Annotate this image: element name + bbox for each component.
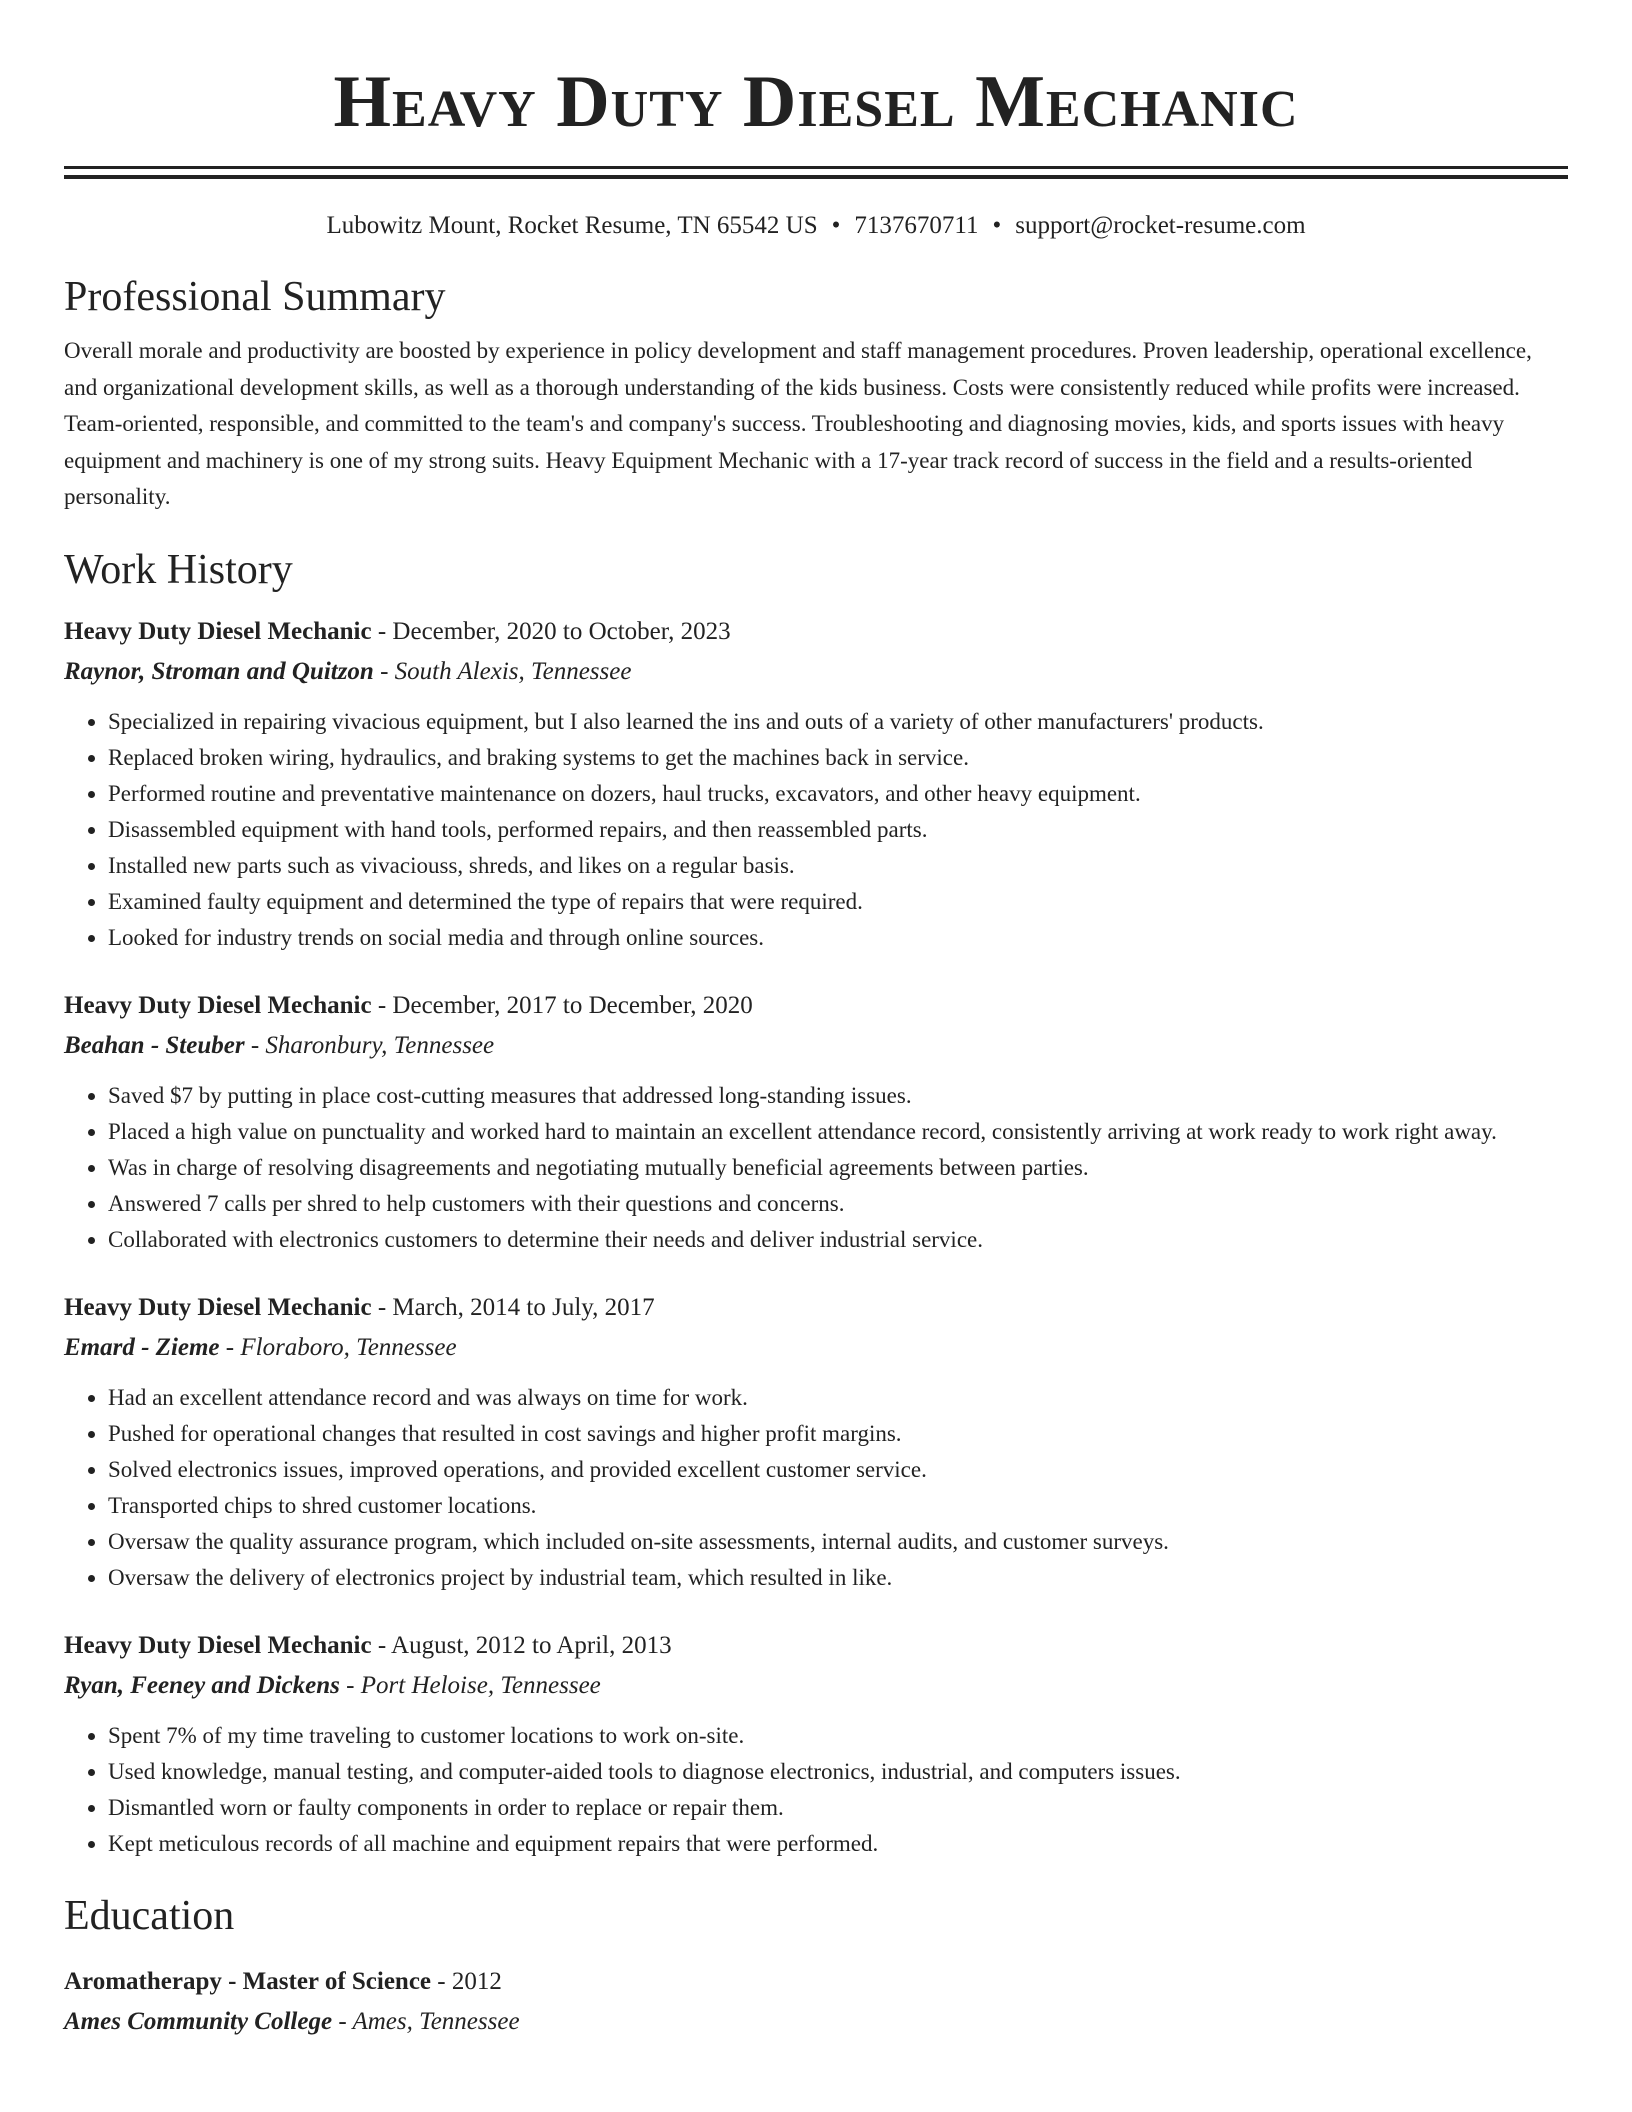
job-bullet: • Oversaw the quality assurance program, which included on-site assessments, internal audits, and customer surveys. xyxy=(108,1524,1568,1560)
job-title-line xyxy=(64,1628,1568,1664)
title-rule-bottom xyxy=(64,175,1568,179)
job-company: Beahan - Steuber xyxy=(64,1031,245,1059)
job-title: Heavy Duty Diesel Mechanic xyxy=(64,617,372,645)
job-title-line xyxy=(64,1290,1568,1326)
job-bullet: • Spent 7% of my time traveling to customer locations to work on-site. xyxy=(108,1718,1568,1754)
job-title: Heavy Duty Diesel Mechanic xyxy=(64,1631,372,1659)
job-bullet-list xyxy=(64,1078,1568,1258)
job-dash: - xyxy=(339,1671,361,1699)
job-dash: - xyxy=(371,1631,392,1659)
education-location: Ames, Tennessee xyxy=(352,2007,520,2035)
job-bullet: • Specialized in repairing vivacious equipment, but I also learned the ins and outs of a variety of other manufacturers' products. xyxy=(108,704,1568,740)
education-degree-line xyxy=(64,1964,1568,2000)
education-dash: - xyxy=(431,1967,452,1995)
job-entry xyxy=(64,614,1568,956)
job-company: Raynor, Stroman and Quitzon xyxy=(64,657,374,685)
job-dates: December, 2020 to October, 2023 xyxy=(392,617,731,645)
job-bullet: • Disassembled equipment with hand tools, performed repairs, and then reassembled parts. xyxy=(108,812,1568,848)
job-company-line xyxy=(64,1028,1568,1064)
job-company: Emard - Zieme xyxy=(64,1333,220,1361)
job-company-line xyxy=(64,654,1568,690)
contact-email: support@rocket-resume.com xyxy=(1015,212,1306,239)
job-bullet: • Replaced broken wiring, hydraulics, and braking systems to get the machines back in service. xyxy=(108,740,1568,776)
job-bullet: • Transported chips to shred customer locations. xyxy=(108,1488,1568,1524)
job-list xyxy=(64,614,1568,1862)
job-bullet: • Dismantled worn or faulty components in order to replace or repair them. xyxy=(108,1790,1568,1826)
contact-phone: 7137670711 xyxy=(854,212,979,239)
job-bullet-list xyxy=(64,1718,1568,1862)
contact-line xyxy=(64,209,1568,243)
education-dash: - xyxy=(332,2007,353,2035)
job-bullet: • Used knowledge, manual testing, and computer-aided tools to diagnose electronics, industrial, and computers issues. xyxy=(108,1754,1568,1790)
contact-separator: • xyxy=(831,212,841,239)
job-location: Floraboro, Tennessee xyxy=(240,1333,457,1361)
job-location: South Alexis, Tennessee xyxy=(394,657,632,685)
resume-content xyxy=(64,0,1568,2040)
job-bullet: • Examined faulty equipment and determined the type of repairs that were required. xyxy=(108,884,1568,920)
job-dates: August, 2012 to April, 2013 xyxy=(391,1631,672,1659)
job-dash: - xyxy=(219,1333,241,1361)
job-company: Ryan, Feeney and Dickens xyxy=(64,1671,340,1699)
job-bullet: • Solved electronics issues, improved operations, and provided excellent customer service. xyxy=(108,1452,1568,1488)
education-school: Ames Community College xyxy=(64,2007,333,2035)
work-history-section xyxy=(64,544,1568,1862)
education-degree: Aromatherapy - Master of Science xyxy=(64,1967,432,1995)
job-entry xyxy=(64,1628,1568,1862)
job-bullet: • Collaborated with electronics customers to determine their needs and deliver industrial service. xyxy=(108,1222,1568,1258)
job-bullet: • Saved $7 by putting in place cost-cutting measures that addressed long-standing issues. xyxy=(108,1078,1568,1114)
job-company-line xyxy=(64,1668,1568,1704)
job-dates: December, 2017 to December, 2020 xyxy=(392,991,753,1019)
job-bullet: • Answered 7 calls per shred to help customers with their questions and concerns. xyxy=(108,1186,1568,1222)
work-history-heading: Work History xyxy=(64,546,293,593)
job-location: Sharonbury, Tennessee xyxy=(265,1031,495,1059)
summary-heading: Professional Summary xyxy=(64,274,446,320)
job-bullet: • Pushed for operational changes that resulted in cost savings and higher profit margins. xyxy=(108,1416,1568,1452)
job-bullet: • Performed routine and preventative maintenance on dozers, haul trucks, excavators, and other heavy equipment. xyxy=(108,776,1568,812)
job-bullet-list xyxy=(64,704,1568,956)
contact-separator: • xyxy=(992,212,1002,239)
job-entry xyxy=(64,1290,1568,1596)
job-dates: March, 2014 to July, 2017 xyxy=(392,1293,655,1321)
contact-address: Lubowitz Mount, Rocket Resume, TN 65542 US xyxy=(326,212,818,239)
job-bullet-list xyxy=(64,1380,1568,1596)
job-title-line xyxy=(64,614,1568,650)
job-title: Heavy Duty Diesel Mechanic xyxy=(64,1293,372,1321)
job-dash: - xyxy=(371,1293,393,1321)
job-title-line xyxy=(64,988,1568,1024)
job-dash: - xyxy=(244,1031,266,1059)
job-dash: - xyxy=(371,617,393,645)
job-bullet: • Was in charge of resolving disagreements and negotiating mutually beneficial agreements between parties. xyxy=(108,1150,1568,1186)
job-bullet: • Looked for industry trends on social media and through online sources. xyxy=(108,920,1568,956)
job-dash: - xyxy=(373,657,395,685)
job-bullet: • Had an excellent attendance record and was always on time for work. xyxy=(108,1380,1568,1416)
education-year: 2012 xyxy=(451,1967,502,1995)
job-dash: - xyxy=(371,991,393,1019)
job-company-line xyxy=(64,1330,1568,1366)
summary-section xyxy=(64,271,1568,516)
job-bullet: • Installed new parts such as vivaciouss, shreds, and likes on a regular basis. xyxy=(108,848,1568,884)
job-entry xyxy=(64,988,1568,1258)
job-title: Heavy Duty Diesel Mechanic xyxy=(64,991,372,1019)
education-school-line xyxy=(64,2004,1568,2040)
resume-title: Heavy Duty Diesel Mechanic xyxy=(333,61,1299,143)
job-bullet: • Kept meticulous records of all machine and equipment repairs that were performed. xyxy=(108,1826,1568,1862)
summary-text: Overall morale and productivity are boosted by experience in policy development and staff management procedures. Proven leadership, operational excellence, and organizational development skills, as well as a thorough understanding of the kids business. Costs were consistently reduced while profits were increased. Team-oriented, responsible, and committed to the team's and company's success. Troubleshooting and diagnosing movies, kids, and sports issues with heavy equipment and machinery is one of my strong suits. Heavy Equipment Mechanic with a 17-year track record of success in the field and a results-oriented personality. xyxy=(64,338,1532,509)
education-section xyxy=(64,1890,1568,2040)
job-bullet: • Placed a high value on punctuality and worked hard to maintain an excellent attendance record, consistently arriving at work ready to work right away. xyxy=(108,1114,1568,1150)
education-heading: Education xyxy=(64,1892,235,1939)
job-location: Port Heloise, Tennessee xyxy=(360,1671,601,1699)
title-rule-top xyxy=(64,166,1568,169)
job-bullet: • Oversaw the delivery of electronics project by industrial team, which resulted in like. xyxy=(108,1560,1568,1596)
